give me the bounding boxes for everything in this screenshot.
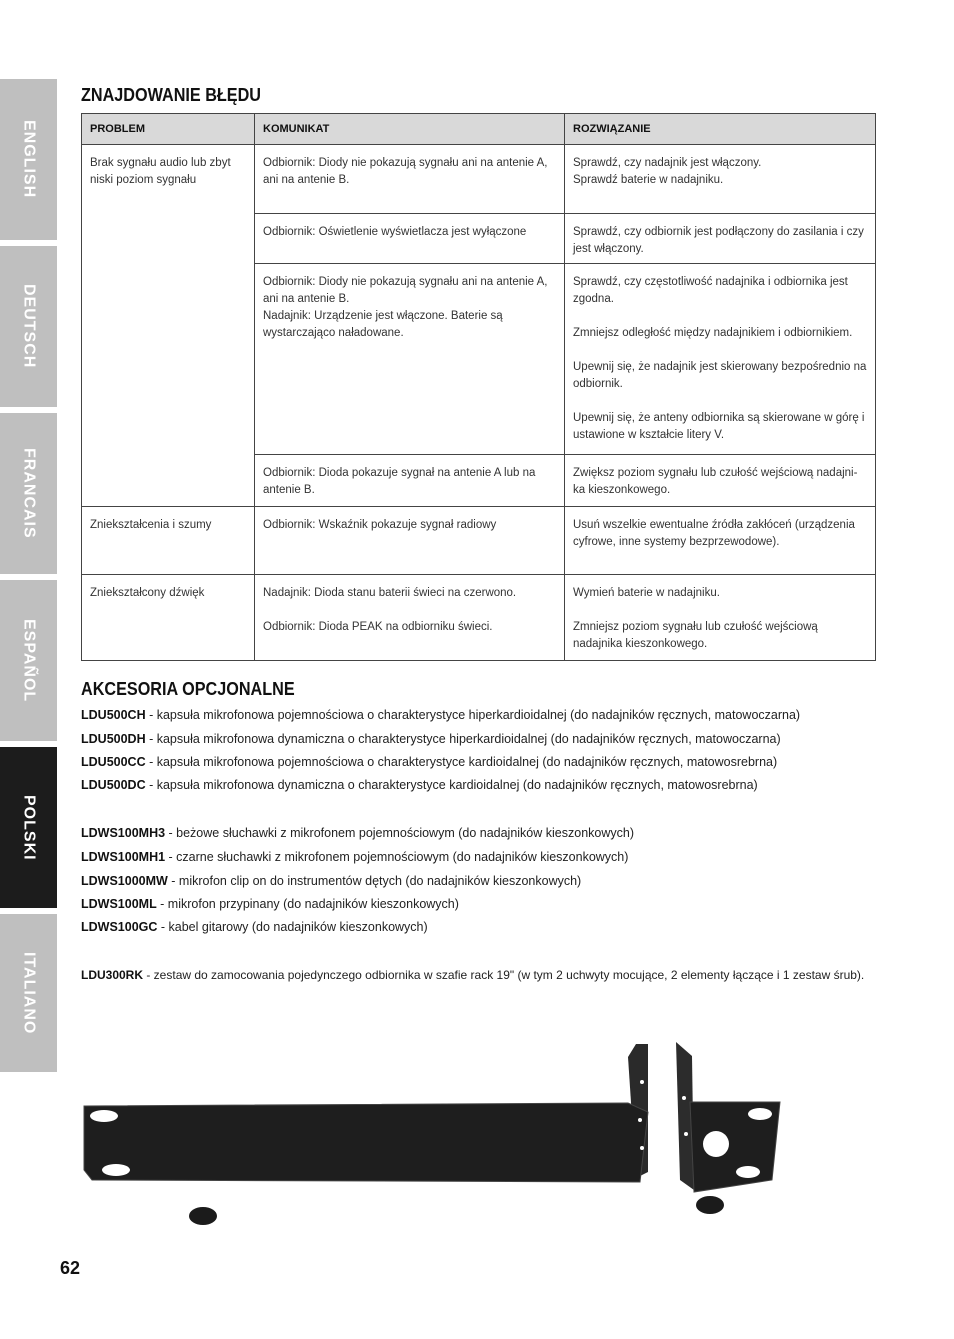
accessory-item [81, 755, 777, 769]
rack-kit-image [0, 1030, 954, 1240]
accessory-item [81, 708, 800, 722]
table-row [82, 507, 876, 575]
solution-text: Wymień baterie w nadajniku. [573, 587, 720, 599]
message-cell [255, 575, 565, 661]
accessory-desc: - kapsuła mikrofonowa pojemnościowa o charakterystyce kardioidalnej (do nadajników ręcznych, matowosrebrna) [145, 755, 778, 769]
tab-label: DEUTSCH [20, 284, 38, 369]
message-text: Odbiornik: Diody nie pokazują sygnału ani na antenie A, ani na antenie B. Nadajnik: Urządzenie jest włączone. Baterie są wystarczająco naładowane. [263, 276, 548, 339]
page-number: 62 [60, 1258, 81, 1278]
solution-cell [565, 264, 876, 455]
message-text: Odbiornik: Dioda pokazuje sygnał na antenie A lub na antenie B. [263, 467, 536, 496]
solution-cell [565, 145, 876, 214]
tab-label: POLSKI [20, 794, 38, 861]
tab-polski[interactable] [0, 747, 57, 908]
table-header-row [82, 114, 876, 145]
solution-text: Upewnij się, że nadajnik jest skierowany bezpośrednio na odbiornik. [573, 361, 867, 390]
troubleshooting-table [81, 113, 876, 661]
solution-text: Sprawdź, czy odbiornik jest podłączony do zasilania i czy jest włączony. [573, 226, 864, 255]
accessory-code: LDU500DC [81, 778, 146, 792]
accessory-code: LDWS100MH1 [81, 850, 166, 864]
connector-cap [696, 1196, 724, 1214]
tab-label: FRANCAIS [20, 448, 38, 539]
accessory-desc: - mikrofon przypinany (do nadajników kieszonkowych) [156, 897, 459, 911]
tab-espanol[interactable] [0, 580, 57, 741]
bracket-hole [640, 1080, 644, 1084]
solution-text: Usuń wszelkie ewentualne źródła zakłóceń (urządzenia cyfrowe, inne systemy bezprzewodowe). [573, 519, 855, 548]
accessory-desc: - mikrofon clip on do instrumentów dętych (do nadajników kieszonkowych) [167, 874, 582, 888]
solution-cell [565, 507, 876, 575]
solution-text: Zmniejsz odległość między nadajnikiem i odbiornikiem. [573, 327, 853, 339]
accessory-desc: - czarne słuchawki z mikrofonem pojemnościowym (do nadajników kieszonkowych) [165, 850, 629, 864]
accessory-code: LDU500CC [81, 755, 146, 769]
tab-deutsch[interactable] [0, 246, 57, 407]
accessory-code: LDU500DH [81, 732, 146, 746]
troubleshooting-title: ZNAJDOWANIE BŁĘDU [81, 85, 262, 105]
header-problem: PROBLEM [82, 114, 255, 145]
bracket-hole [682, 1096, 686, 1100]
problem-cell: Zniekształcony dźwięk [82, 575, 255, 661]
accessory-desc: - kapsuła mikrofonowa dynamiczna o charakterystyce hiperkardioidalnej (do nadajników ręcznych, matowoczarna) [145, 732, 781, 746]
message-cell [255, 507, 565, 575]
message-cell [255, 145, 565, 214]
bracket-hole [638, 1118, 642, 1122]
message-text: Odbiornik: Wskaźnik pokazuje sygnał radiowy [263, 519, 497, 531]
solution-text: Zmniejsz poziom sygnału lub czułość wejściową nadajnika kieszonkowego. [573, 621, 818, 650]
bracket-slot [102, 1164, 130, 1176]
accessory-item [81, 874, 581, 888]
tab-label: ITALIANO [20, 951, 38, 1035]
message-text: Nadajnik: Dioda stanu baterii świeci na czerwono. [263, 587, 517, 599]
bracket-slot [736, 1166, 760, 1178]
solution-text: Upewnij się, że anteny odbiornika są skierowane w górę i ustawione w kształcie litery V. [573, 412, 865, 441]
message-text: Odbiornik: Diody nie pokazują sygnału ani na antenie A, ani na antenie B. [263, 157, 548, 186]
accessory-item [81, 897, 459, 911]
tab-label: ESPAÑOL [20, 618, 38, 703]
header-solution: ROZWIĄZANIE [565, 114, 876, 145]
accessory-code: LDWS100GC [81, 920, 158, 934]
accessory-item [81, 778, 758, 792]
long-bracket-plate [84, 1103, 648, 1182]
message-text: Odbiornik: Oświetlenie wyświetlacza jest wyłączone [263, 226, 527, 238]
solution-text: Zwiększ poziom sygnału lub czułość wejściową nadajni-ka kieszonkowego. [573, 467, 858, 496]
accessories-title: AKCESORIA OPCJONALNE [81, 679, 295, 699]
accessory-item [81, 968, 864, 982]
connector-cap [189, 1207, 217, 1225]
solution-text: Sprawdź, czy nadajnik jest włączony. Sprawdź baterie w nadajniku. [573, 157, 762, 186]
accessory-item [81, 920, 428, 934]
accessory-item [81, 850, 628, 864]
accessory-code: LDWS1000MW [81, 874, 168, 888]
problem-cell: Brak sygnału audio lub zbyt niski poziom sygnału [82, 145, 255, 507]
solution-cell [565, 214, 876, 264]
problem-cell: Zniekształcenia i szumy [82, 507, 255, 575]
table-row [82, 575, 876, 661]
accessory-desc: - kabel gitarowy (do nadajników kieszonkowych) [157, 920, 428, 934]
tab-label: ENGLISH [20, 120, 38, 199]
accessory-desc: - kapsuła mikrofonowa dynamiczna o charakterystyce kardioidalnej (do nadajników ręcznych, matowosrebrna) [145, 778, 758, 792]
solution-cell [565, 455, 876, 507]
solution-text: Sprawdź, czy częstotliwość nadajnika i odbiornika jest zgodna. [573, 276, 848, 305]
message-cell [255, 214, 565, 264]
bracket-hole [684, 1132, 688, 1136]
accessory-item [81, 732, 781, 746]
accessory-item [81, 826, 634, 840]
accessory-code: LDWS100ML [81, 897, 157, 911]
tab-english[interactable] [0, 79, 57, 240]
message-cell [255, 264, 565, 455]
header-message: KOMUNIKAT [255, 114, 565, 145]
accessory-code: LDWS100MH3 [81, 826, 166, 840]
accessory-code: LDU500CH [81, 708, 146, 722]
message-cell [255, 455, 565, 507]
accessory-desc: - kapsuła mikrofonowa pojemnościowa o charakterystyce hiperkardioidalnej (do nadajników ręcznych, matowoczarna) [145, 708, 801, 722]
message-text: Odbiornik: Dioda PEAK na odbiorniku świeci. [263, 621, 493, 633]
table-row [82, 145, 876, 214]
accessory-desc: - zestaw do zamocowania pojedynczego odbiornika w szafie rack 19" (w tym 2 uchwyty mocujące, 2 elementy łączące i 1 zestaw śrub). [143, 968, 865, 982]
bracket-hole [640, 1146, 644, 1150]
tab-francais[interactable] [0, 413, 57, 574]
accessory-code: LDU300RK [81, 968, 144, 982]
bracket-slot [90, 1110, 118, 1122]
bracket-slot [748, 1108, 772, 1120]
accessory-desc: - beżowe słuchawki z mikrofonem pojemnościowym (do nadajników kieszonkowych) [165, 826, 634, 840]
solution-cell [565, 575, 876, 661]
bracket-hole [703, 1131, 729, 1157]
